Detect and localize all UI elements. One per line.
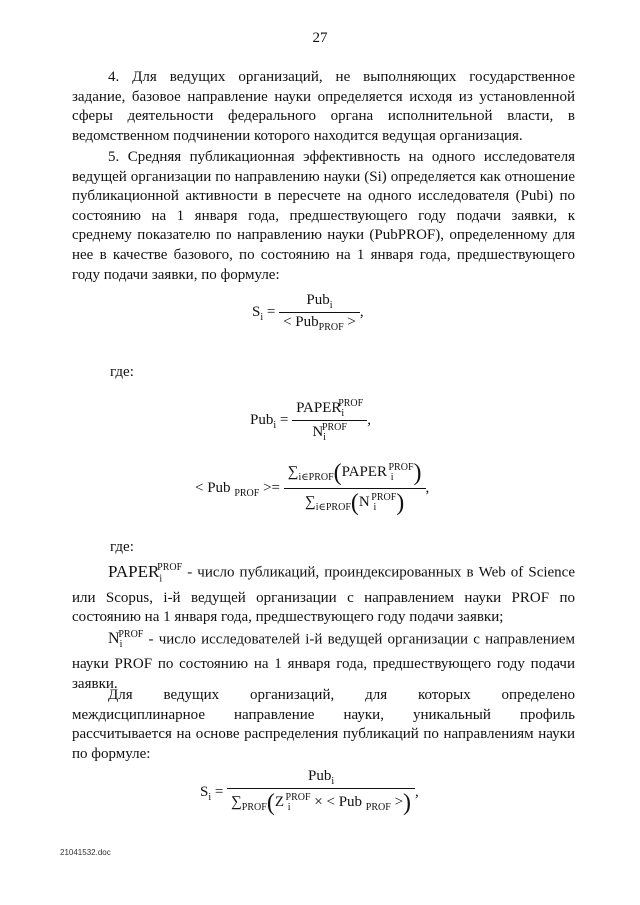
paragraph-interdisciplinary xyxy=(72,686,575,764)
formula-si-inter: $S_i$ = $\frac{Pub_i}{\sum_{PROF}(Z _i^{PROF} \times < Pub _{PROF} >)}$ , xyxy=(200,768,419,816)
formula-pubprof: < Pub $_{PROF}$ >= $\frac{\sum_{i\in PROF}(PAPER _i^{PROF})}{\sum_{i\in PROF}(N _i^{PROF})}$ , xyxy=(195,460,430,516)
where-label-2: где: xyxy=(110,539,134,555)
footer-filename: 21041532.doc xyxy=(60,848,111,857)
paragraph-5-text: 5. Средняя публикационная эффективность на одного исследователя ведущей организации по направлению науки (Si) определяется как отношение публикационной активности в пересчете на одного исследователя (Pubi) по состоянию на 1 января года, предшествующего году подачи заявки, к среднему показателю по направлению науки (PubPROF), определенному для нее в качестве базового, по состоянию на 1 января года, предшествующего году подачи заявки, по формуле: xyxy=(72,149,575,283)
formula-pubi: Pub$_i$ = $\frac{PAPER_i^{PROF}}{N_i^{PROF}}$ , xyxy=(250,398,371,443)
paragraph-5 xyxy=(72,148,575,285)
formula-si: $S_i$ = $\frac{Pub_i}{< Pub_{PROF} >}$ , xyxy=(252,292,364,333)
paragraph-4 xyxy=(72,68,575,146)
where-label-1: где: xyxy=(110,364,134,380)
definition-n-text: - число исследователей i-й ведущей организации с направлением науки PROF по состоянию на 1 января года, предшествующего году подачи заявки. xyxy=(72,631,575,692)
page-number: 27 xyxy=(312,30,328,46)
paragraph-4-text: 4. Для ведущих организаций, не выполняющих государственное задание, базовое направление науки определяется исходя из установленной сферы деятельности федерального органа исполнительной власти, в ведомственном подчинении которого находится ведущая организация. xyxy=(72,69,575,144)
paragraph-interdisciplinary-text: Для ведущих организаций, для которых определено междисциплинарное направление науки, уникальный профиль рассчитывается на основе распределения публикаций по направлениям науки по формуле: xyxy=(72,687,575,762)
definition-paper: $PAPER_i^{PROF}$ - число публикаций, проиндексированных в Web of Science или Scopus, i-й ведущей организации с направлением науки PROF по состоянию на 1 января года, предшествующего году подачи заявки; xyxy=(72,561,575,626)
definition-paper-text: - число публикаций, проиндексированных в Web of Science или Scopus, i-й ведущей организации с направлением науки PROF по состоянию на 1 января года, предшествующего году подачи заявки; xyxy=(72,564,575,626)
definition-n: $N_i^{PROF}$ - число исследователей i-й ведущей организации с направлением науки PROF по состоянию на 1 января года, предшествующего году подачи заявки. xyxy=(72,629,575,692)
